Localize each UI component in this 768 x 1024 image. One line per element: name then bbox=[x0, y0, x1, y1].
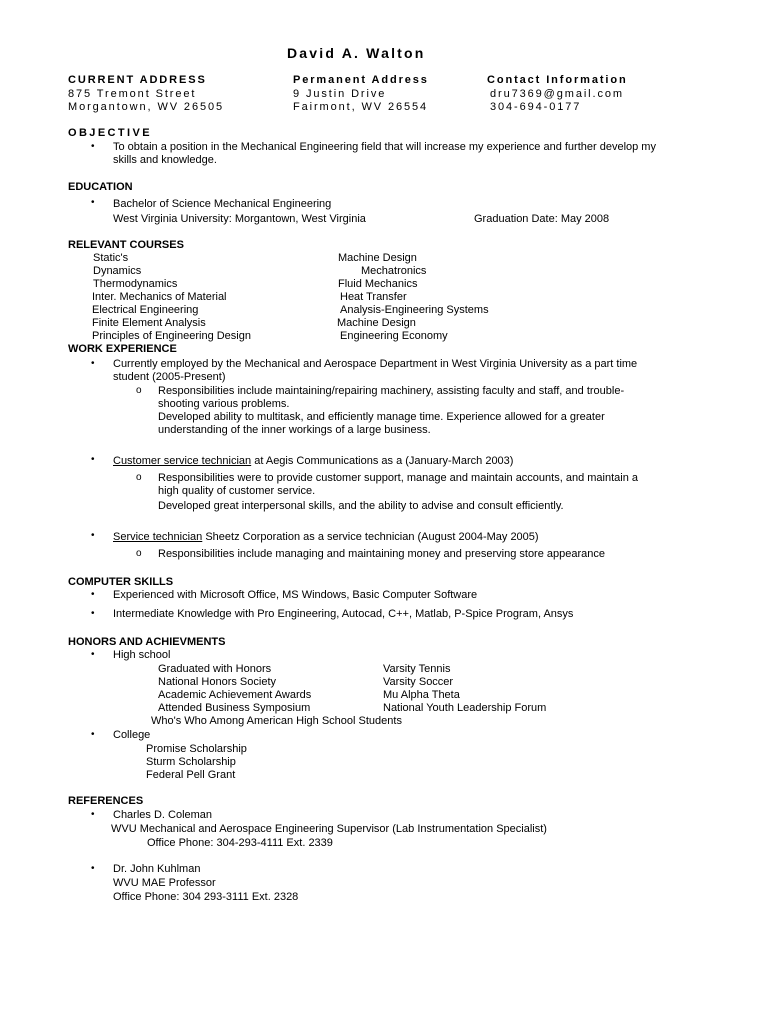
circle-bullet-icon: o bbox=[136, 385, 142, 396]
course-left-3: Inter. Mechanics of Material bbox=[92, 291, 227, 303]
computer-skill-0: Experienced with Microsoft Office, MS Windows, Basic Computer Software bbox=[113, 589, 478, 601]
course-left-1: Dynamics bbox=[93, 265, 142, 277]
bullet-icon: • bbox=[91, 454, 95, 465]
bullet-icon: • bbox=[91, 358, 95, 369]
course-right-2: Fluid Mechanics bbox=[338, 278, 418, 290]
circle-bullet-icon: o bbox=[136, 548, 142, 559]
course-left-5: Finite Element Analysis bbox=[92, 317, 206, 329]
course-right-6: Engineering Economy bbox=[340, 330, 448, 342]
bullet-icon: • bbox=[91, 589, 95, 600]
circle-bullet-icon: o bbox=[136, 472, 142, 483]
bullet-icon: • bbox=[91, 141, 95, 152]
permanent-address-line1: 9 Justin Drive bbox=[293, 88, 387, 100]
objective-heading: OBJECTIVE bbox=[68, 127, 152, 139]
ref2-title: WVU MAE Professor bbox=[113, 877, 216, 889]
references-heading: REFERENCES bbox=[68, 795, 144, 807]
honors-college-1: Sturm Scholarship bbox=[146, 756, 236, 768]
contact-phone: 304-694-0177 bbox=[490, 101, 582, 113]
computer-skill-1: Intermediate Knowledge with Pro Engineering, Autocad, C++, Matlab, P-Spice Program, Ansys bbox=[113, 608, 574, 620]
course-left-6: Principles of Engineering Design bbox=[92, 330, 251, 342]
current-address-line1: 875 Tremont Street bbox=[68, 88, 197, 100]
job2-detail1: Responsibilities were to provide customer support, manage and maintain accounts, and maintain a high quality of customer service. bbox=[158, 472, 638, 497]
bullet-icon: • bbox=[91, 530, 95, 541]
job3-rest: Sheetz Corporation as a service technician (August 2004-May 2005) bbox=[202, 531, 539, 543]
education-heading: EDUCATION bbox=[68, 181, 133, 193]
job2-line bbox=[113, 455, 513, 468]
honors-college-2: Federal Pell Grant bbox=[146, 769, 236, 781]
honors-hs-extra: Who's Who Among American High School Students bbox=[151, 715, 402, 727]
honors-hs-right-0: Varsity Tennis bbox=[383, 663, 451, 675]
honors-heading: HONORS AND ACHIEVMENTS bbox=[68, 636, 226, 648]
ref1-name: Charles D. Coleman bbox=[113, 809, 213, 821]
honors-hs-label: High school bbox=[113, 649, 171, 661]
job2-detail2: Developed great interpersonal skills, and the ability to advise and consult efficiently. bbox=[158, 500, 564, 512]
ref2-name: Dr. John Kuhlman bbox=[113, 863, 201, 875]
course-right-5: Machine Design bbox=[337, 317, 416, 329]
permanent-address-label: Permanent Address bbox=[293, 74, 429, 86]
bullet-icon: • bbox=[91, 863, 95, 874]
ref1-title: WVU Mechanical and Aerospace Engineering Supervisor (Lab Instrumentation Specialist) bbox=[111, 823, 547, 835]
course-right-1: Mechatronics bbox=[361, 265, 427, 277]
work-heading: WORK EXPERIENCE bbox=[68, 343, 177, 355]
resume-name: David A. Walton bbox=[287, 45, 426, 61]
job1-detail2: Developed ability to multitask, and efficiently manage time. Experience allowed for a greater understanding of the inner workings of a large business. bbox=[158, 411, 605, 436]
job2-rest: at Aegis Communications as a (January-March 2003) bbox=[251, 455, 514, 467]
job3-line bbox=[113, 531, 539, 544]
ref2-phone: Office Phone: 304 293-3111 Ext. 2328 bbox=[113, 891, 299, 903]
education-school: West Virginia University: Morgantown, West Virginia bbox=[113, 213, 366, 225]
ref1-phone: Office Phone: 304-293-4111 Ext. 2339 bbox=[147, 837, 333, 849]
bullet-icon: • bbox=[91, 809, 95, 820]
course-right-3: Heat Transfer bbox=[340, 291, 407, 303]
job3-title: Service technician bbox=[113, 531, 203, 543]
education-graduation: Graduation Date: May 2008 bbox=[474, 213, 610, 225]
honors-hs-left-3: Attended Business Symposium bbox=[158, 702, 311, 714]
courses-heading: RELEVANT COURSES bbox=[68, 239, 184, 251]
job2-title: Customer service technician bbox=[113, 455, 252, 467]
course-left-2: Thermodynamics bbox=[93, 278, 178, 290]
course-left-0: Static's bbox=[93, 252, 129, 264]
honors-hs-right-3: National Youth Leadership Forum bbox=[383, 702, 547, 714]
bullet-icon: • bbox=[91, 729, 95, 740]
job1-text: Currently employed by the Mechanical and Aerospace Department in West Virginia University as a part time student (2005-Present) bbox=[113, 358, 638, 383]
honors-hs-left-1: National Honors Society bbox=[158, 676, 277, 688]
honors-hs-right-2: Mu Alpha Theta bbox=[383, 689, 460, 701]
computer-heading: COMPUTER SKILLS bbox=[68, 576, 174, 588]
bullet-icon: • bbox=[91, 649, 95, 660]
bullet-icon: • bbox=[91, 608, 95, 619]
honors-college-0: Promise Scholarship bbox=[146, 743, 247, 755]
course-left-4: Electrical Engineering bbox=[92, 304, 199, 316]
honors-hs-left-2: Academic Achievement Awards bbox=[158, 689, 312, 701]
honors-college-label: College bbox=[113, 729, 151, 741]
honors-hs-right-1: Varsity Soccer bbox=[383, 676, 454, 688]
job1-detail1: Responsibilities include maintaining/repairing machinery, assisting faculty and staff, and trouble-shooting various problems. bbox=[158, 385, 625, 410]
current-address-line2: Morgantown, WV 26505 bbox=[68, 101, 225, 113]
course-right-4: Analysis-Engineering Systems bbox=[340, 304, 489, 316]
education-degree: Bachelor of Science Mechanical Engineering bbox=[113, 198, 332, 210]
permanent-address-line2: Fairmont, WV 26554 bbox=[293, 101, 429, 113]
bullet-icon: • bbox=[91, 197, 95, 208]
current-address-label: CURRENT ADDRESS bbox=[68, 74, 207, 86]
honors-hs-left-0: Graduated with Honors bbox=[158, 663, 272, 675]
contact-info-label: Contact Information bbox=[487, 74, 628, 86]
objective-text: To obtain a position in the Mechanical Engineering field that will increase my experience and further develop my skills and knowledge. bbox=[113, 141, 656, 166]
job3-detail1: Responsibilities include managing and maintaining money and preserving store appearance bbox=[158, 548, 605, 560]
contact-email: dru7369@gmail.com bbox=[490, 88, 624, 100]
course-right-0: Machine Design bbox=[338, 252, 417, 264]
